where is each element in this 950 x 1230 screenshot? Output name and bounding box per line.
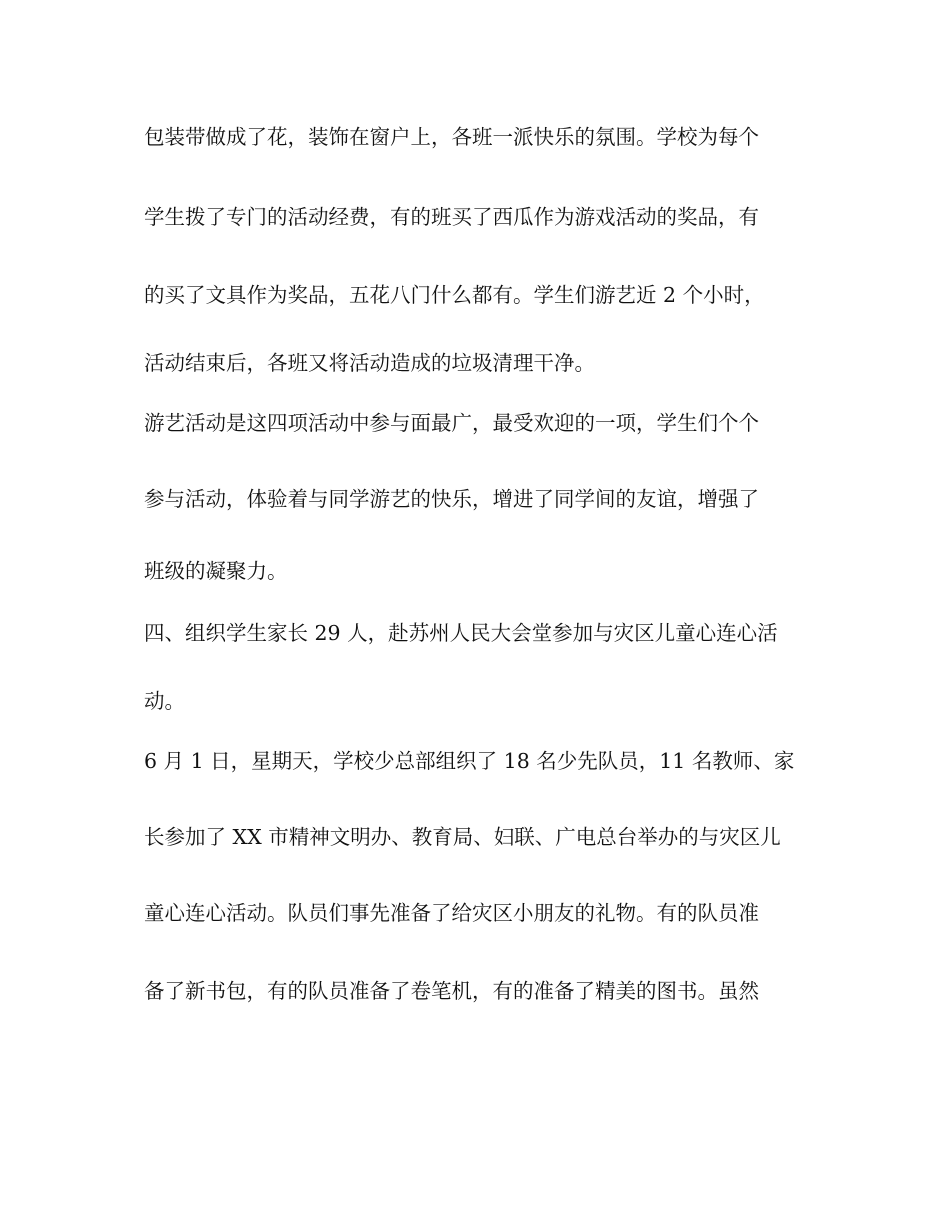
text-line: 6 月 1 日，星期天，学校少总部组织了 18 名少先队员，11 名教师、家 bbox=[144, 749, 795, 773]
text-line: 参与活动，体验着与同学游艺的快乐，增进了同学间的友谊，增强了 bbox=[144, 487, 759, 511]
text-line: 活动结束后，各班又将活动造成的垃圾清理干净。 bbox=[144, 351, 595, 375]
text-line: 四、组织学生家长 29 人，赴苏州人民大会堂参加与灾区儿童心连心活 bbox=[144, 621, 778, 645]
text-line: 游艺活动是这四项活动中参与面最广，最受欢迎的一项，学生们个个 bbox=[144, 411, 759, 435]
text-line: 学生拨了专门的活动经费，有的班买了西瓜作为游戏活动的奖品，有 bbox=[144, 205, 759, 229]
text-line: 的买了文具作为奖品，五花八门什么都有。学生们游艺近 2 个小时， bbox=[144, 283, 765, 307]
text-line: 班级的凝聚力。 bbox=[144, 559, 288, 583]
text-line: 长参加了 XX 市精神文明办、教育局、妇联、广电总台举办的与灾区儿 bbox=[144, 825, 781, 849]
text-line: 包装带做成了花，装饰在窗户上，各班一派快乐的氛围。学校为每个 bbox=[144, 125, 759, 149]
text-line: 童心连心活动。队员们事先准备了给灾区小朋友的礼物。有的队员准 bbox=[144, 901, 759, 925]
text-line: 动。 bbox=[144, 689, 185, 713]
text-line: 备了新书包，有的队员准备了卷笔机，有的准备了精美的图书。虽然 bbox=[144, 979, 759, 1003]
